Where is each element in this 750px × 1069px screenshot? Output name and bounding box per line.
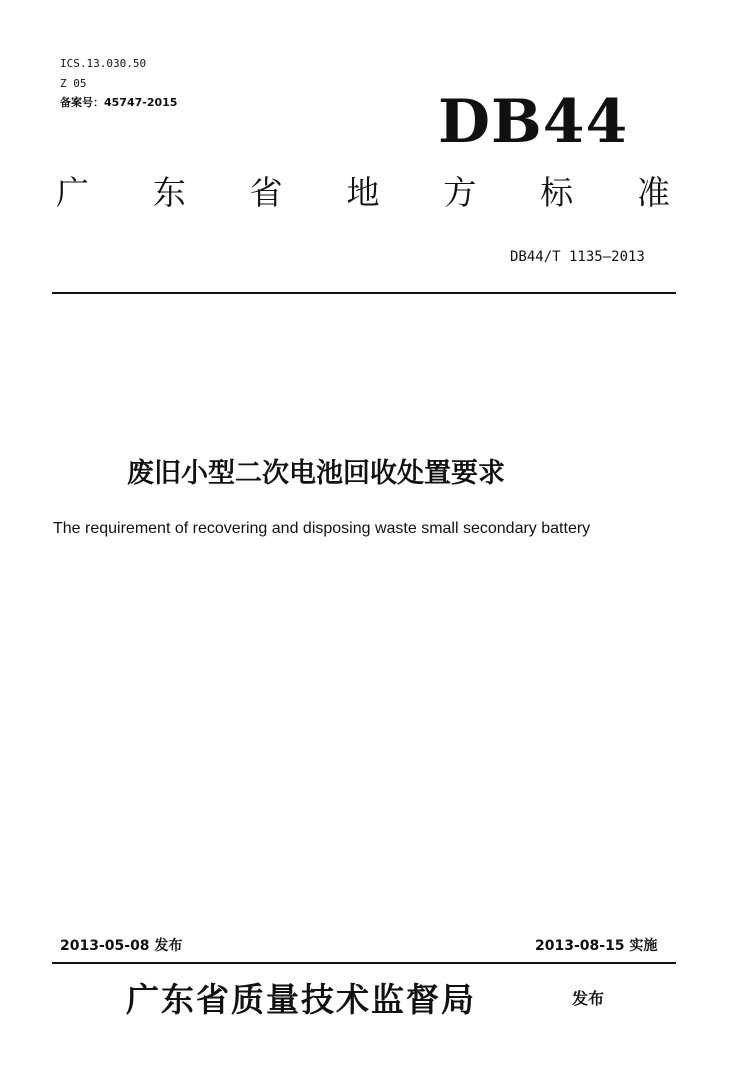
record-number: 备案号：45747-2015 bbox=[60, 96, 178, 109]
standard-type-char: 地 bbox=[346, 173, 380, 212]
ccs-code: Z 05 bbox=[60, 77, 87, 90]
standard-code: DB44/T 1135—2013 bbox=[510, 249, 645, 265]
ics-code: ICS.13.030.50 bbox=[60, 57, 147, 70]
title-chinese: 废旧小型二次电池回收处置要求 bbox=[127, 458, 505, 489]
db-mark: DB44 bbox=[438, 87, 629, 157]
title-english: The requirement of recovering and disposing waste small secondary battery bbox=[53, 520, 591, 537]
standard-type-char: 标 bbox=[540, 173, 574, 212]
standard-type-char: 广 bbox=[56, 173, 89, 212]
implement-date: 2013-08-15 实施 bbox=[535, 938, 658, 954]
standard-type-heading bbox=[56, 173, 670, 212]
standard-type-char: 东 bbox=[152, 173, 186, 212]
top-divider bbox=[52, 292, 676, 294]
standard-type-char: 准 bbox=[636, 173, 670, 212]
standard-type-char: 方 bbox=[443, 173, 477, 212]
bottom-divider bbox=[52, 962, 676, 964]
issuer-action: 发布 bbox=[572, 989, 605, 1008]
issue-date: 2013-05-08 发布 bbox=[60, 938, 183, 954]
issuer-name: 广东省质量技术监督局 bbox=[126, 980, 476, 1019]
standard-type-char: 省 bbox=[249, 173, 283, 212]
